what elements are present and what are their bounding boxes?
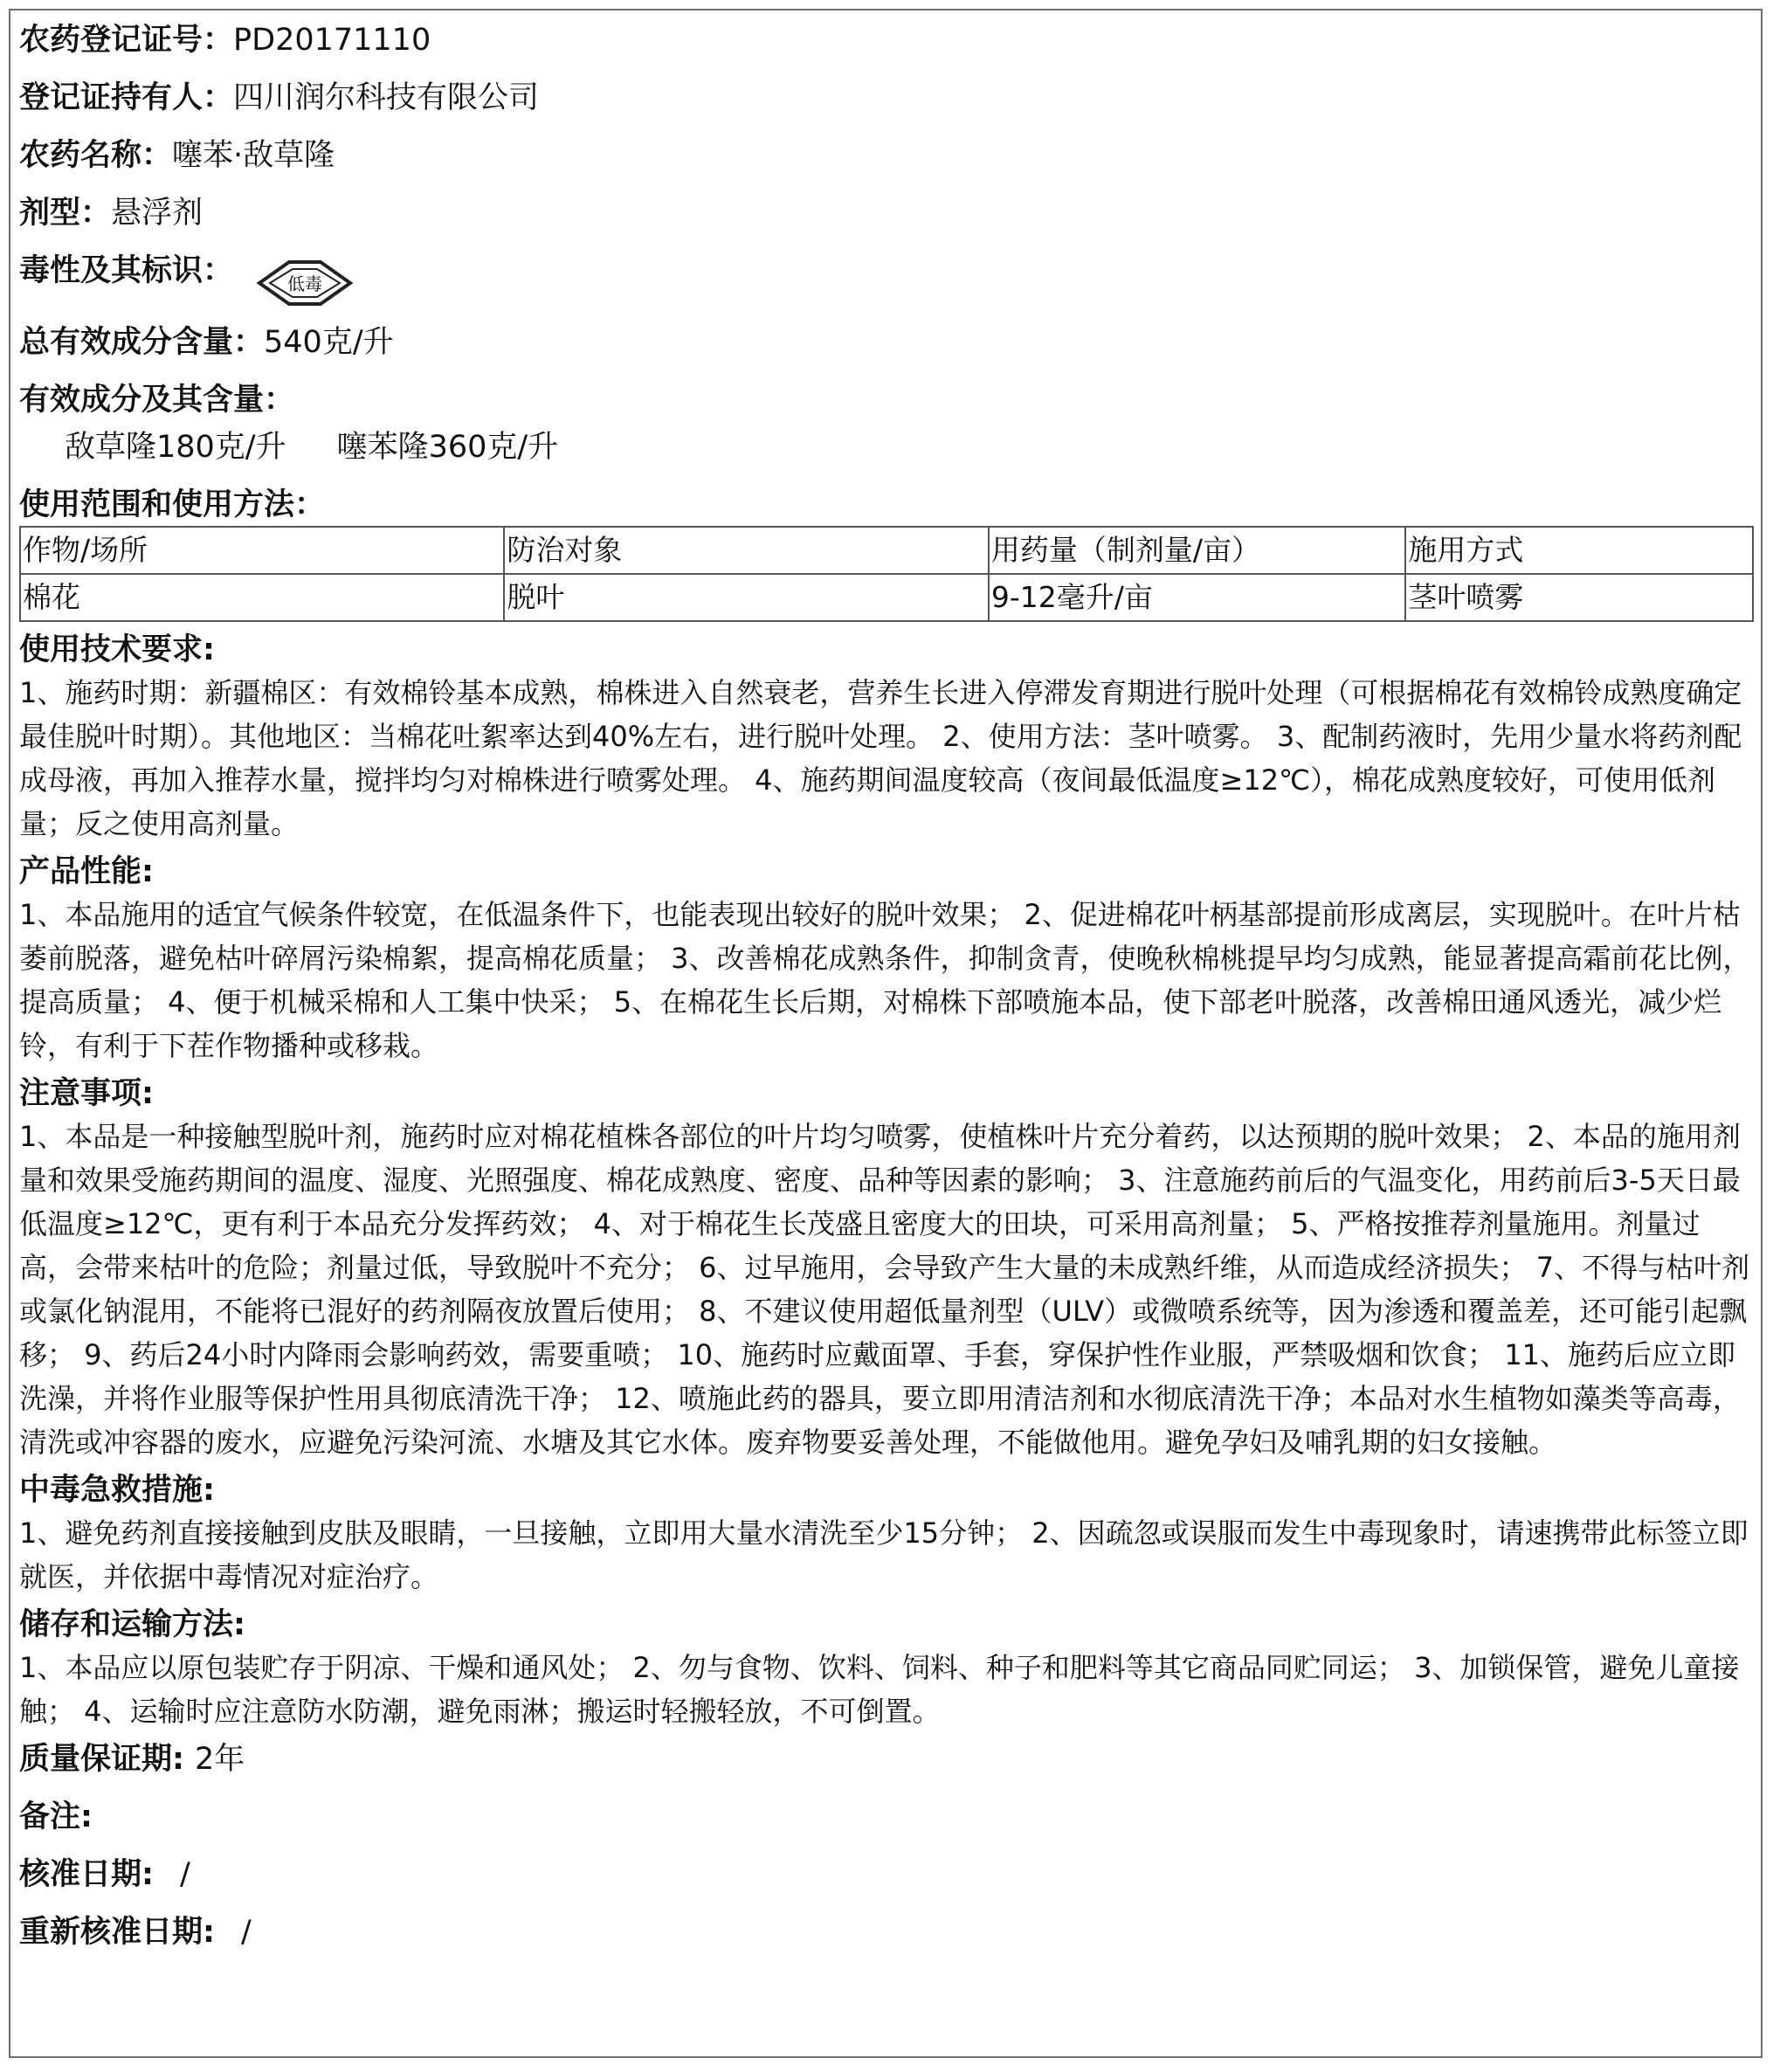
- name-value: 噻苯·敌草隆: [172, 138, 335, 173]
- holder-row: [19, 79, 1754, 117]
- first-aid-text: 1、避免药剂直接接触到皮肤及眼睛，一旦接触，立即用大量水清洗至少15分钟； 2、因疏忽或误服而发生中毒现象时，请速携带此标签立即就医，并依据中毒情况对症治疗。: [19, 1516, 1749, 1593]
- formulation-row: [19, 194, 1754, 232]
- reapproval-date-row: [19, 1913, 1754, 1951]
- reapproval-date-label: 重新核准日期:: [19, 1915, 215, 1950]
- performance-heading: 产品性能:: [19, 854, 154, 889]
- ingredients-row: [19, 381, 1754, 419]
- ingredients-list: [65, 428, 1754, 466]
- total-content-label: 总有效成分含量：: [19, 325, 265, 360]
- shelf-life-label: 质量保证期:: [19, 1742, 184, 1777]
- approval-date-row: [19, 1855, 1754, 1894]
- table-cell: 棉花: [20, 574, 504, 621]
- pesticide-label-document: [19, 21, 1754, 1971]
- name-row: [19, 136, 1754, 175]
- registration-row: [19, 21, 1754, 59]
- registration-value: PD20171110: [233, 23, 431, 58]
- table-cell: 9-12毫升/亩: [989, 574, 1406, 621]
- table-row: [20, 574, 1753, 621]
- shelf-life-value: 2年: [195, 1742, 245, 1777]
- formulation-value: 悬浮剂: [111, 196, 204, 231]
- toxicity-label: 毒性及其标识：: [19, 253, 234, 288]
- ingredient-item: 敌草隆180克/升: [65, 430, 286, 465]
- table-cell: 脱叶: [504, 574, 988, 621]
- total-content-value: 540克/升: [264, 325, 394, 360]
- name-label: 农药名称：: [19, 138, 173, 173]
- table-header-cell: 施用方式: [1405, 527, 1753, 574]
- approval-date-value: /: [180, 1857, 190, 1892]
- table-header-cell: 作物/场所: [20, 527, 504, 574]
- registration-label: 农药登记证号：: [19, 23, 234, 58]
- precautions-heading: 注意事项:: [19, 1076, 154, 1111]
- remarks-row: [19, 1798, 1754, 1836]
- total-content-row: [19, 323, 1754, 362]
- approval-date-label: 核准日期:: [19, 1857, 154, 1892]
- table-header-row: [20, 527, 1753, 574]
- table-cell: 茎叶喷雾: [1405, 574, 1753, 621]
- shelf-life-row: [19, 1740, 1754, 1778]
- precautions-text: 1、本品是一种接触型脱叶剂，施药时应对棉花植株各部位的叶片均匀喷雾，使植株叶片充分着药，以达预期的脱叶效果； 2、本品的施用剂量和效果受施药期间的温度、湿度、光照强度、棉花成熟度、密度、品种等因素的影响； 3、注意施药前后的气温变化，用药前后3-5天日最低温度≥12℃，更有利于本品充分发挥药效； 4、对于棉花生长茂盛且密度大的田块，可采用高剂量； 5、严格按推荐剂量施用。剂量过高，会带来枯叶的危险；剂量过低，导致脱叶不充分； 6、过早施用，会导致产生大量的未成熟纤维，从而造成经济损失； 7、不得与枯叶剂或氯化钠混用，不能将已混好的药剂隔夜放置后使用； 8、不建议使用超低量剂型（ULV）或微喷系统等，因为渗透和覆盖差，还可能引起飘移； 9、药后24小时内降雨会影响药效，需要重喷； 10、施药时应戴面罩、手套，穿保护性作业服，严禁吸烟和饮食； 11、施药后应立即洗澡，并将作业服等保护性用具彻底清洗干净； 12、喷施此药的器具，要立即用清洁剂和水彻底清洗干净；本品对水生植物如藻类等高毒，清洗或冲容器的废水，应避免污染河流、水塘及其它水体。废弃物要妥善处理，不能做他用。避免孕妇及哺乳期的妇女接触。: [19, 1120, 1750, 1459]
- table-header-cell: 防治对象: [504, 527, 988, 574]
- ingredient-item: 噻苯隆360克/升: [336, 430, 559, 465]
- usage-heading: 使用范围和使用方法：: [19, 487, 326, 522]
- performance-text: 1、本品施用的适宜气候条件较宽，在低温条件下，也能表现出较好的脱叶效果； 2、促进棉花叶柄基部提前形成离层，实现脱叶。在叶片枯萎前脱落，避免枯叶碎屑污染棉絮，提高棉花质量； 3、改善棉花成熟条件，抑制贪青，使晚秋棉桃提早均匀成熟，能显著提高霜前花比例，提高质量； 4、便于机械采棉和人工集中快采； 5、在棉花生长后期，对棉株下部喷施本品，使下部老叶脱落，改善棉田通风透光，减少烂铃，有利于下茬作物播种或移栽。: [19, 898, 1751, 1062]
- table-header-cell: 用药量（制剂量/亩）: [989, 527, 1406, 574]
- holder-label: 登记证持有人：: [19, 80, 234, 115]
- storage-heading: 储存和运输方法:: [19, 1607, 245, 1642]
- low-toxicity-diamond-icon: [256, 259, 354, 307]
- reapproval-date-value: /: [241, 1915, 252, 1950]
- formulation-label: 剂型：: [19, 196, 112, 231]
- remarks-label: 备注:: [19, 1799, 93, 1834]
- tech-requirements-text: 1、施药时期：新疆棉区：有效棉铃基本成熟，棉株进入自然衰老，营养生长进入停滞发育期进行脱叶处理（可根据棉花有效棉铃成熟度确定最佳脱叶时期）。其他地区：当棉花吐絮率达到40%左右，进行脱叶处理。 2、使用方法：茎叶喷雾。 3、配制药液时，先用少量水将药剂配成母液，再加入推荐水量，搅拌均匀对棉株进行喷雾处理。 4、施药期间温度较高（夜间最低温度≥12℃），棉花成熟度较好，可使用低剂量；反之使用高剂量。: [19, 676, 1742, 840]
- usage-table: [19, 526, 1754, 622]
- holder-value: 四川润尔科技有限公司: [233, 80, 540, 115]
- ingredients-label: 有效成分及其含量：: [19, 383, 295, 418]
- storage-text: 1、本品应以原包装贮存于阴凉、干燥和通风处； 2、勿与食物、饮料、饲料、种子和肥料等其它商品同贮同运； 3、加锁保管，避免儿童接触； 4、运输时应注意防水防潮，避免雨淋；搬运时轻搬轻放，不可倒置。: [19, 1651, 1740, 1728]
- tech-requirements-heading: 使用技术要求:: [19, 632, 215, 667]
- toxicity-row: [19, 252, 1754, 304]
- first-aid-heading: 中毒急救措施:: [19, 1473, 215, 1508]
- toxicity-badge-text: 低毒: [287, 273, 323, 294]
